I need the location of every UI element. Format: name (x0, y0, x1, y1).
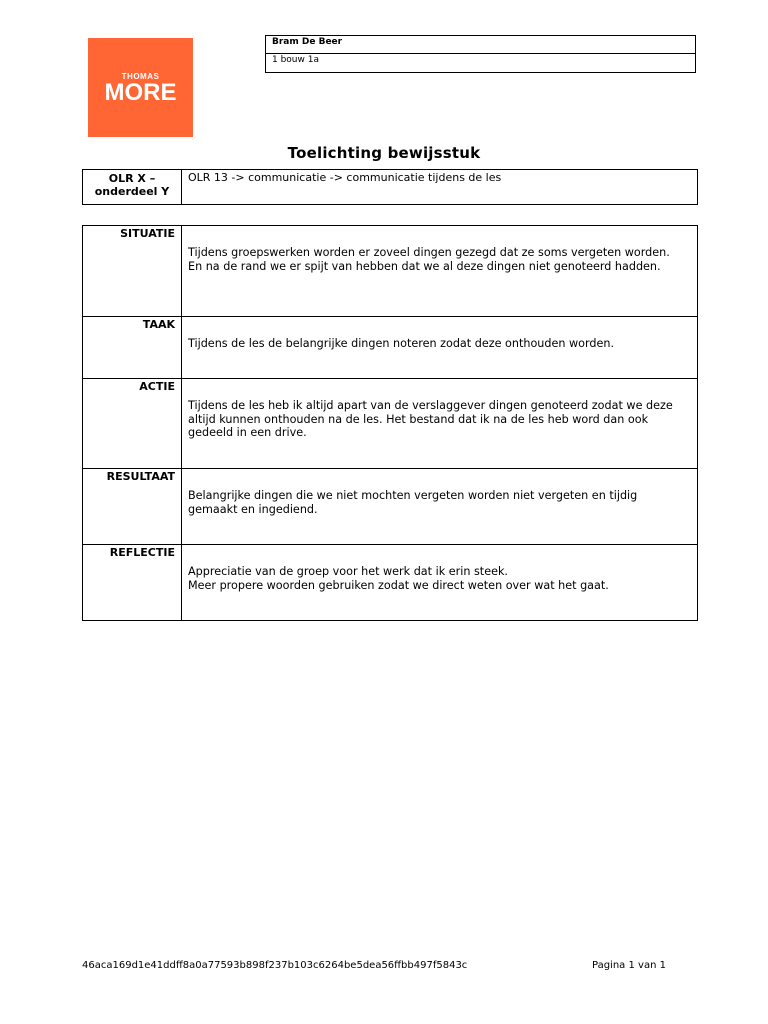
thomas-more-logo (88, 38, 193, 137)
student-info-box (265, 35, 696, 73)
star-text-reflectie-line2: Meer propere woorden gebruiken zodat we direct weten over wat het gaat. (188, 578, 609, 592)
star-label-situatie: SITUATIE (83, 226, 182, 316)
star-label-resultaat: RESULTAAT (83, 469, 182, 544)
star-text-reflectie-line1: Appreciatie van de groep voor het werk dat ik erin steek. (188, 565, 508, 578)
olr-table (82, 169, 698, 205)
footer-hash: 46aca169d1e41ddff8a0a77593b898f237b103c6264be5dea56ffbb497f5843c (82, 960, 468, 971)
star-label-actie: ACTIE (83, 379, 182, 468)
document-title: Toelichting bewijsstuk (287, 144, 481, 162)
star-row-resultaat (83, 469, 697, 545)
star-text-actie: Tijdens de les heb ik altijd apart van de verslaggever dingen genoteerd zodat we deze altijd kunnen onthouden na de les. Het bestand dat ik na de les heb word dan ook gedeeld in een drive. (188, 399, 673, 439)
logo-top-text: THOMAS (121, 72, 160, 81)
logo-main-text: MORE (104, 79, 177, 106)
star-label-reflectie: REFLECTIE (83, 545, 182, 620)
star-row-actie (83, 379, 697, 469)
page-number: Pagina 1 van 1 (592, 960, 666, 971)
star-text-situatie: Tijdens groepswerken worden er zoveel dingen gezegd dat ze soms vergeten worden. En na de rand we er spijt van hebben dat we al deze dingen niet genoteerd hadden. (188, 246, 670, 273)
star-text-resultaat: Belangrijke dingen die we niet mochten vergeten worden niet vergeten en tijdig gemaakt en ingediend. (188, 489, 638, 516)
star-row-taak (83, 317, 697, 379)
student-name: Bram De Beer (266, 36, 695, 54)
olr-value: OLR 13 -> communicatie -> communicatie tijdens de les (188, 171, 502, 184)
student-class: 1 bouw 1a (272, 55, 319, 65)
star-row-reflectie (83, 545, 697, 620)
star-row-situatie (83, 226, 697, 317)
star-text-taak: Tijdens de les de belangrijke dingen noteren zodat deze onthouden worden. (188, 337, 615, 350)
olr-label: OLR X – onderdeel Y (83, 170, 182, 204)
star-table (82, 225, 698, 621)
star-label-taak: TAAK (83, 317, 182, 378)
star-text-reflectie (182, 545, 619, 620)
